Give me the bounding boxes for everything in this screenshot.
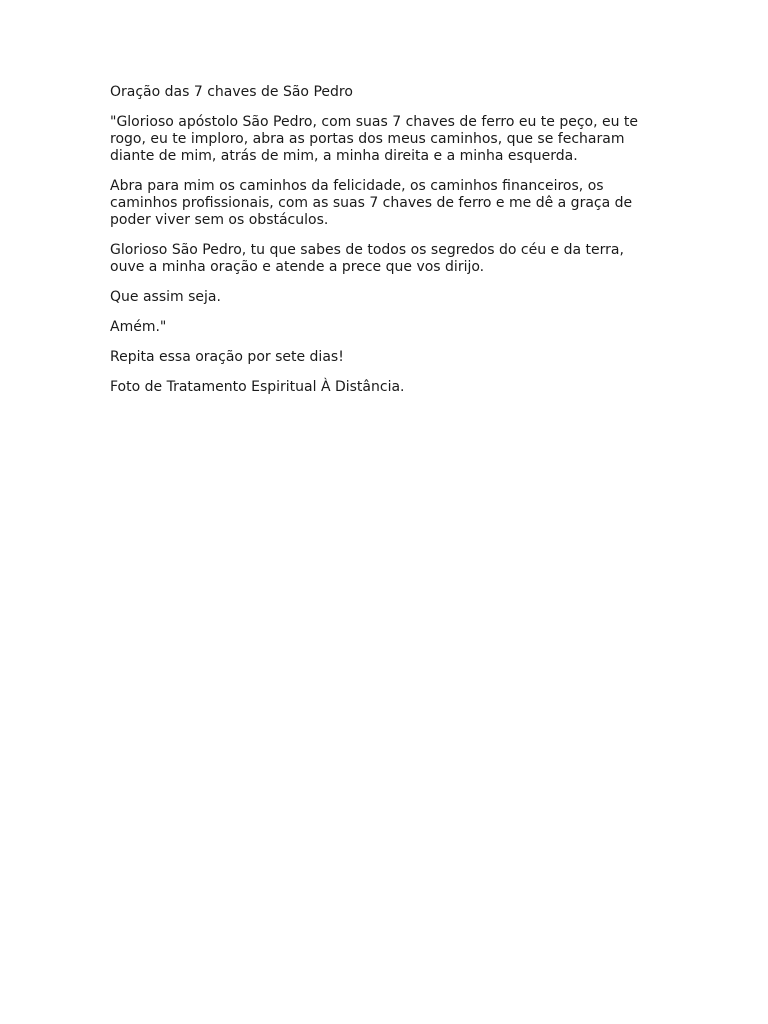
paragraph-prayer-opening: "Glorioso apóstolo São Pedro, com suas 7 chaves de ferro eu te peço, eu te rogo, eu te imploro, abra as portas dos meus caminhos, que se fecharam diante de mim, atrás de mim, a minha direita e a minha esquerda. <box>110 114 639 164</box>
document-title: Oração das 7 chaves de São Pedro <box>110 84 353 100</box>
paragraph-instruction: Repita essa oração por sete dias! <box>110 349 344 365</box>
paragraph-prayer-paths: Abra para mim os caminhos da felicidade, os caminhos financeiros, os caminhos profissionais, com as suas 7 chaves de ferro e me dê a graça de poder viver sem os obstáculos. <box>110 178 633 228</box>
paragraph-amem: Amém." <box>110 319 167 335</box>
paragraph-photo-credit: Foto de Tratamento Espiritual À Distância. <box>110 379 405 395</box>
paragraph-que-assim-seja: Que assim seja. <box>110 289 221 305</box>
paragraph-prayer-secrets: Glorioso São Pedro, tu que sabes de todos os segredos do céu e da terra, ouve a minha oração e atende a prece que vos dirijo. <box>110 242 624 275</box>
document-body <box>110 84 658 409</box>
